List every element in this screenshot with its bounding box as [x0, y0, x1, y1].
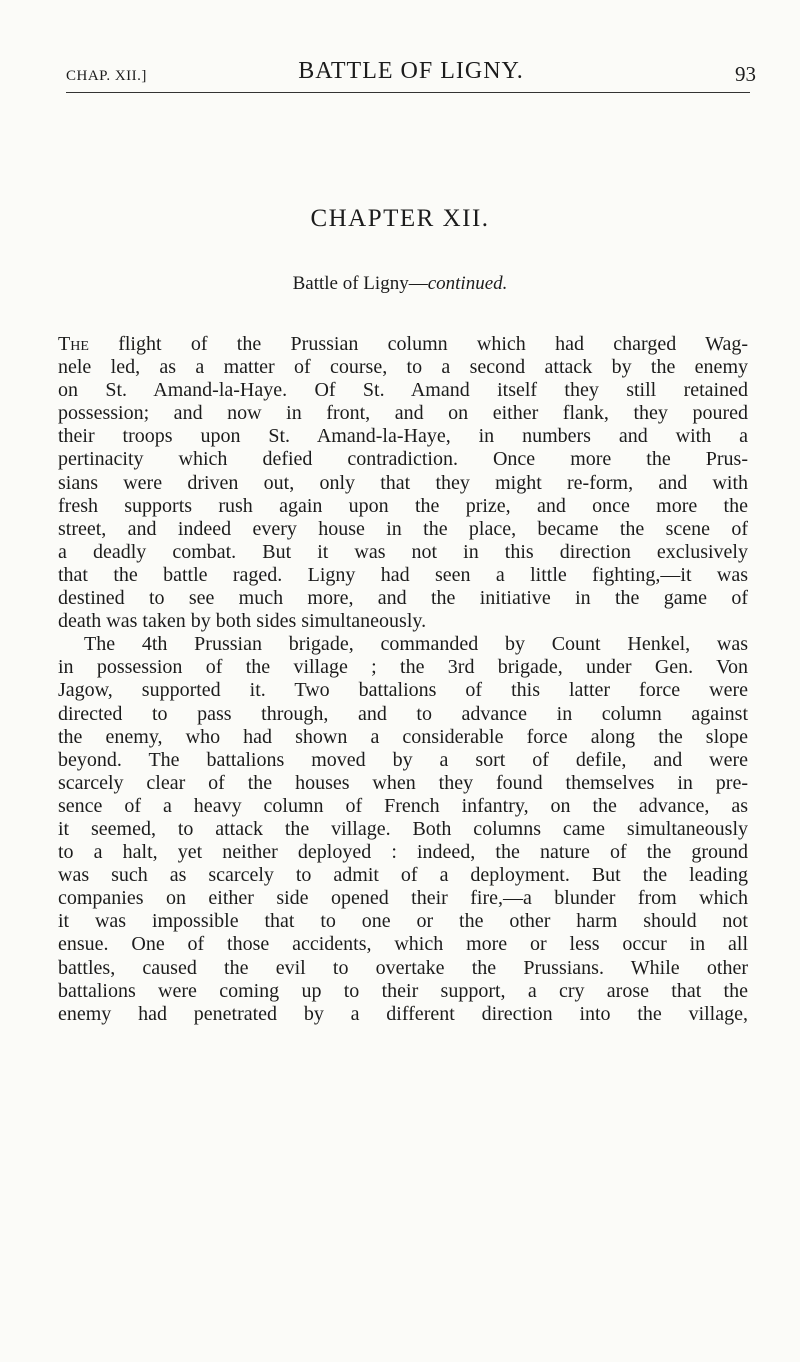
text-line: fresh supports rush again upon the prize, and once more the: [58, 494, 748, 517]
text-line: was such as scarcely to admit of a deployment. But the leading: [58, 864, 748, 887]
text-line: the enemy, who had shown a considerable force along the slope: [58, 725, 748, 748]
text-line: that the battle raged. Ligny had seen a little fighting,—it was: [58, 563, 748, 586]
text-line: their troops upon St. Amand-la-Haye, in numbers and with a: [58, 425, 748, 448]
opening-word: The: [58, 333, 89, 355]
text-line: street, and indeed every house in the place, became the scene of: [58, 517, 748, 540]
text-line: beyond. The battalions moved by a sort of defile, and were: [58, 748, 748, 771]
chapter-heading: CHAPTER XII.: [310, 205, 490, 232]
text-line: a deadly combat. But it was not in this direction exclusively: [58, 540, 748, 563]
text-line: it seemed, to attack the village. Both columns came simultaneously: [58, 817, 748, 840]
chapter-subtitle-continued: continued.: [427, 273, 508, 294]
running-head-title: BATTLE OF LIGNY.: [298, 58, 524, 84]
text-line: nele led, as a matter of course, to a second attack by the enemy: [58, 356, 748, 379]
text-line: sence of a heavy column of French infantry, on the advance, as: [58, 794, 748, 817]
text-line: ensue. One of those accidents, which more or less occur in all: [58, 933, 748, 956]
text-line: possession; and now in front, and on either flank, they poured: [58, 402, 748, 425]
header-rule: [66, 92, 750, 93]
text-line: directed to pass through, and to advance in column against: [58, 702, 748, 725]
chapter-subtitle: [0, 273, 800, 295]
chapter-subtitle-plain: Battle of Ligny—: [292, 273, 428, 294]
text-line: battalions were coming up to their support, a cry arose that the: [58, 979, 748, 1002]
text-line: death was taken by both sides simultaneously.: [58, 610, 427, 633]
text-line: battles, caused the evil to overtake the Prussians. While other: [58, 956, 748, 979]
text-line: it was impossible that to one or the other harm should not: [58, 910, 748, 933]
text-line: companies on either side opened their fire,—a blunder from which: [58, 887, 748, 910]
text-line: to a halt, yet neither deployed : indeed, the nature of the ground: [58, 841, 748, 864]
text-line: enemy had penetrated by a different direction into the village,: [58, 1002, 748, 1025]
text-line: scarcely clear of the houses when they found themselves in pre-: [58, 771, 748, 794]
text-line: The flight of the Prussian column which had charged Wag-: [58, 333, 748, 355]
body-text: [58, 333, 748, 1026]
text-line: destined to see much more, and the initiative in the game of: [58, 587, 748, 610]
running-head-chapter: CHAP. XII.]: [66, 68, 147, 84]
text-line: The 4th Prussian brigade, commanded by Count Henkel, was: [84, 633, 748, 656]
text-line: pertinacity which defied contradiction. Once more the Prus-: [58, 448, 748, 471]
text-line: Jagow, supported it. Two battalions of this latter force were: [58, 679, 748, 702]
text-line: in possession of the village ; the 3rd brigade, under Gen. Von: [58, 656, 748, 679]
page-number: 93: [735, 62, 756, 86]
text-line: on St. Amand-la-Haye. Of St. Amand itself they still retained: [58, 379, 748, 402]
text-line: sians were driven out, only that they might re-form, and with: [58, 471, 748, 494]
